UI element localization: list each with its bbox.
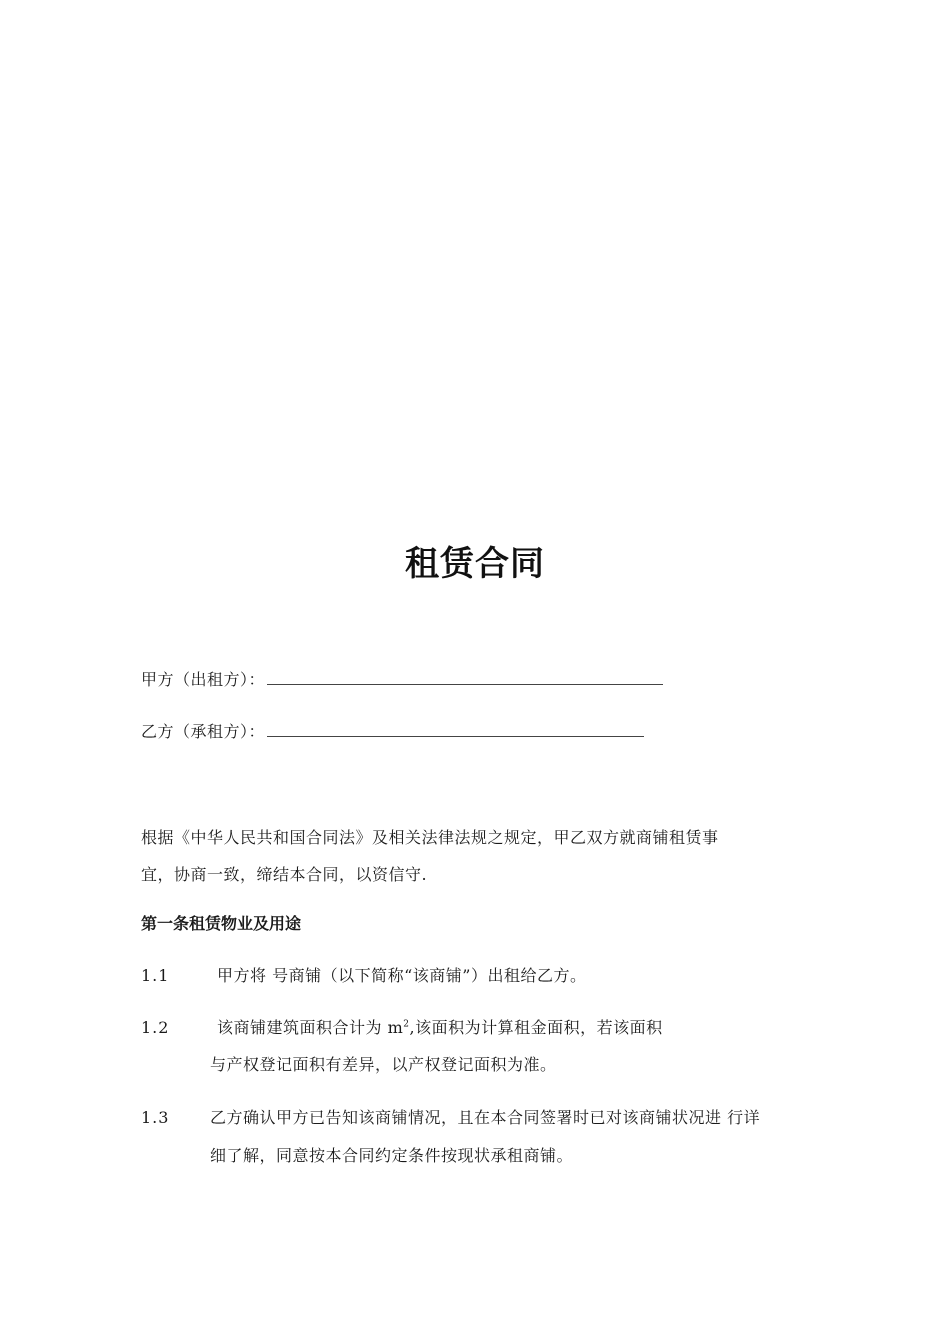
intro-line-2: 宜，协商一致，缔结本合同，以资信守. [141, 865, 428, 884]
party-b-label: 乙方（承租方）： [141, 722, 266, 741]
clause-1-2-text-before: 该商铺建筑面积合计为 m [217, 1018, 404, 1037]
clause-1-2-text-after: ,该面积为计算租金面积，若该面积 [409, 1018, 663, 1037]
article-1-heading: 第一条租赁物业及用途 [141, 914, 302, 933]
party-b-line [141, 721, 644, 743]
party-a-blank [267, 670, 663, 685]
clause-1-2-line-2: 与产权登记面积有差异，以产权登记面积为准。 [210, 1055, 557, 1074]
clause-1-1-text: 甲方将 号商铺（以下简称“该商铺”）出租给乙方。 [217, 966, 587, 985]
party-b-blank [267, 722, 644, 737]
party-a-label: 甲方（出租方）： [141, 670, 266, 689]
party-a-line [141, 669, 663, 691]
clause-1-2-number: 1.2 [141, 1018, 170, 1037]
clause-1-3-line-1: 乙方确认甲方已告知该商铺情况，且在本合同签署时已对该商铺状况进 行详 [210, 1108, 761, 1127]
clause-1-3-number: 1.3 [141, 1108, 170, 1127]
clause-1-2-line-1 [217, 1017, 663, 1039]
document-title: 租赁合同 [405, 544, 545, 584]
clause-1-1-number: 1.1 [141, 966, 170, 985]
clause-1-2-superscript: 2 [403, 1019, 410, 1030]
clause-1-3-line-2: 细了解，同意按本合同约定条件按现状承租商铺。 [210, 1146, 574, 1165]
intro-line-1: 根据《中华人民共和国合同法》及相关法律法规之规定，甲乙双方就商铺租赁事 [141, 828, 719, 847]
